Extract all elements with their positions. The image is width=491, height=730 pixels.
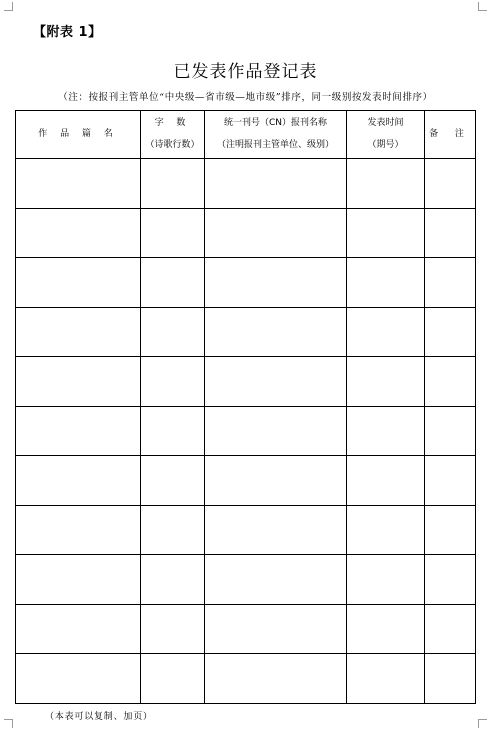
table-cell-work-title[interactable] [16, 258, 141, 308]
column-header-work-title: 作 品 篇 名 [16, 111, 141, 159]
table-cell-publication[interactable] [205, 604, 347, 654]
table-cell-work-title[interactable] [16, 159, 141, 209]
registration-table [15, 110, 476, 704]
table-cell-publish-date[interactable] [347, 159, 425, 209]
table-cell-publish-date[interactable] [347, 208, 425, 258]
table-cell-work-title[interactable] [16, 604, 141, 654]
table-cell-publish-date[interactable] [347, 456, 425, 506]
table-cell-work-title[interactable] [16, 406, 141, 456]
table-cell-word-count[interactable] [141, 357, 205, 407]
table-cell-publication[interactable] [205, 456, 347, 506]
table-cell-publication[interactable] [205, 258, 347, 308]
table-cell-publication[interactable] [205, 654, 347, 704]
table-row [16, 555, 476, 605]
table-row [16, 505, 476, 555]
page-corner-mark-top-right [478, 2, 487, 11]
table-cell-publish-date[interactable] [347, 654, 425, 704]
table-cell-word-count[interactable] [141, 159, 205, 209]
page-corner-mark-bottom-left [4, 719, 13, 728]
table-cell-publish-date[interactable] [347, 505, 425, 555]
table-cell-word-count[interactable] [141, 555, 205, 605]
table-cell-work-title[interactable] [16, 456, 141, 506]
table-cell-remarks[interactable] [425, 505, 476, 555]
footer-note: （本表可以复制、加页） [45, 712, 153, 722]
table-row [16, 208, 476, 258]
table-cell-remarks[interactable] [425, 654, 476, 704]
attachment-label: 【附表 1】 [33, 25, 102, 40]
table-cell-work-title[interactable] [16, 357, 141, 407]
table-cell-publication[interactable] [205, 505, 347, 555]
column-header-publication: 统一刊号（CN）报刊名称 （注明报刊主管单位、级别） [205, 111, 347, 159]
table-cell-work-title[interactable] [16, 505, 141, 555]
table-cell-remarks[interactable] [425, 159, 476, 209]
table-cell-word-count[interactable] [141, 505, 205, 555]
table-cell-remarks[interactable] [425, 406, 476, 456]
table-cell-publish-date[interactable] [347, 258, 425, 308]
page-corner-mark-bottom-right [478, 719, 487, 728]
table-row [16, 159, 476, 209]
table-cell-work-title[interactable] [16, 307, 141, 357]
table-cell-word-count[interactable] [141, 456, 205, 506]
table-cell-remarks[interactable] [425, 357, 476, 407]
table-cell-word-count[interactable] [141, 307, 205, 357]
page-corner-mark-top-left [4, 2, 13, 11]
table-header-row [16, 111, 476, 159]
table-cell-publish-date[interactable] [347, 555, 425, 605]
table-row [16, 357, 476, 407]
table-row [16, 406, 476, 456]
table-cell-word-count[interactable] [141, 258, 205, 308]
table-cell-remarks[interactable] [425, 208, 476, 258]
column-header-publish-date: 发表时间 （期号） [347, 111, 425, 159]
table-row [16, 258, 476, 308]
table-row [16, 654, 476, 704]
table-row [16, 307, 476, 357]
table-cell-publication[interactable] [205, 307, 347, 357]
table-cell-publication[interactable] [205, 357, 347, 407]
table-cell-publication[interactable] [205, 555, 347, 605]
table-body [16, 159, 476, 704]
table-cell-work-title[interactable] [16, 654, 141, 704]
table-cell-word-count[interactable] [141, 604, 205, 654]
table-cell-publish-date[interactable] [347, 307, 425, 357]
table-cell-work-title[interactable] [16, 208, 141, 258]
page-title: 已发表作品登记表 [173, 62, 318, 82]
table-cell-publish-date[interactable] [347, 357, 425, 407]
table-row [16, 604, 476, 654]
table-cell-publish-date[interactable] [347, 604, 425, 654]
table-cell-remarks[interactable] [425, 604, 476, 654]
table-cell-word-count[interactable] [141, 406, 205, 456]
sorting-note: （注：按报刊主管单位“中央级—省市级—地市级”排序，同一级别按发表时间排序） [58, 92, 433, 103]
table-cell-publication[interactable] [205, 406, 347, 456]
table-cell-remarks[interactable] [425, 555, 476, 605]
table-cell-publication[interactable] [205, 159, 347, 209]
table-cell-remarks[interactable] [425, 307, 476, 357]
table-cell-word-count[interactable] [141, 208, 205, 258]
table-cell-remarks[interactable] [425, 456, 476, 506]
table-cell-remarks[interactable] [425, 258, 476, 308]
table-cell-work-title[interactable] [16, 555, 141, 605]
table-cell-word-count[interactable] [141, 654, 205, 704]
column-header-word-count: 字 数 （诗歌行数） [141, 111, 205, 159]
table-cell-publish-date[interactable] [347, 406, 425, 456]
table-cell-publication[interactable] [205, 208, 347, 258]
table-row [16, 456, 476, 506]
column-header-remarks: 备 注 [425, 111, 476, 159]
